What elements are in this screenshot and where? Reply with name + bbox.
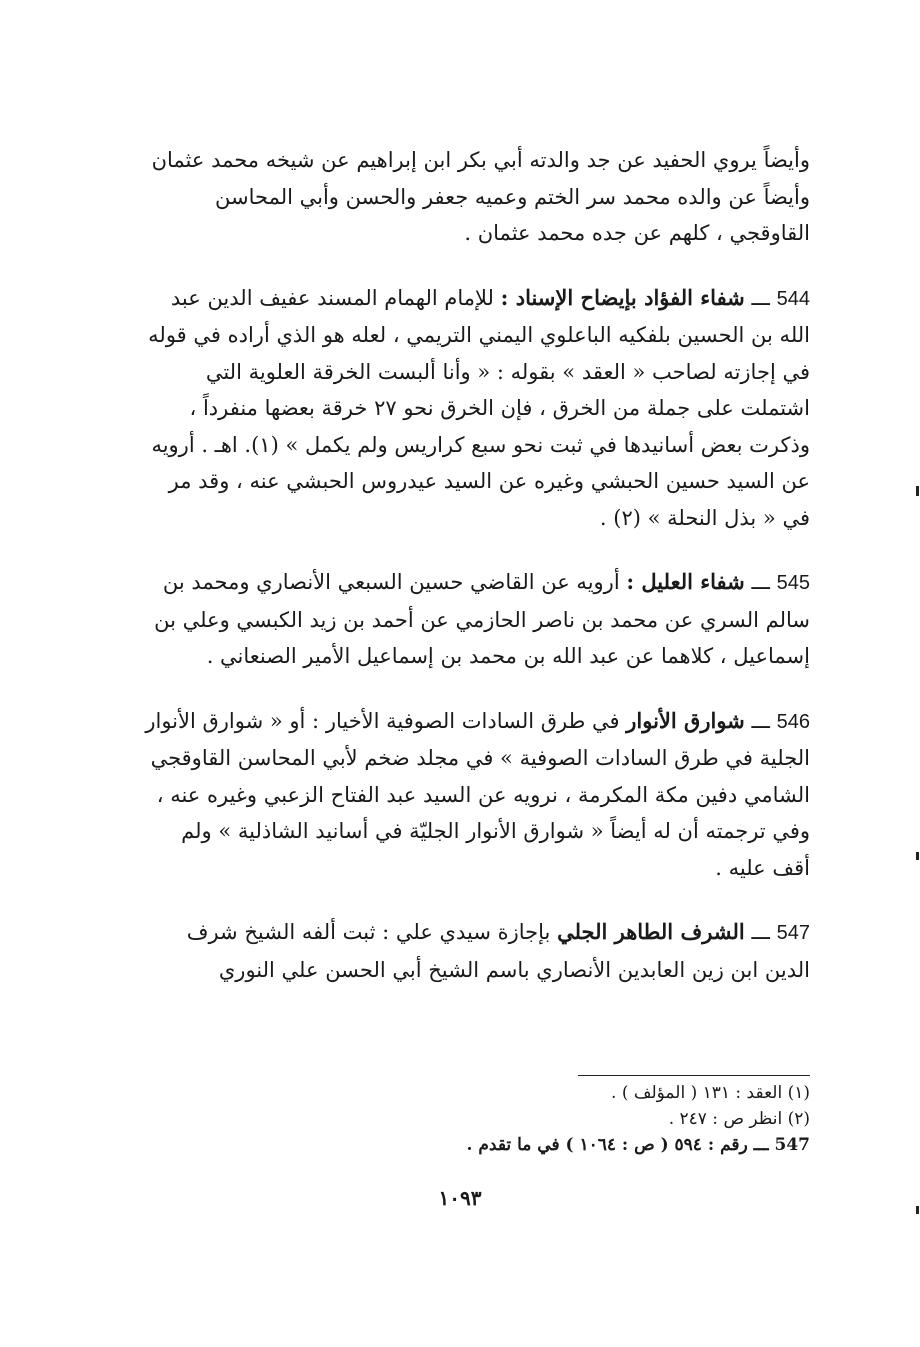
entry-title: شوارق الأنوار <box>626 707 745 733</box>
footnote-2: (٢) انظر ص : ٢٤٧ . <box>668 1109 810 1129</box>
entry-body: بإجازة سيدي علي : ثبت ألفه الشيخ شرف الدين ابن زين العابدين الأنصاري باسم الشيخ أبي الحسن علي النوري <box>186 920 810 982</box>
entry-number: 547 <box>776 922 810 944</box>
entry-title: شفاء الفؤاد بإيضاح الإسناد : <box>500 284 745 310</box>
entry-544 <box>140 280 810 537</box>
entry-dash: ـــ <box>751 285 770 310</box>
footnote-3: 547 ـــ رقم : ٥٩٤ ( ص : ١٠٦٤ ) في ما تقدم . <box>466 1135 810 1155</box>
footnotes <box>140 1080 810 1158</box>
entry-body: للإمام الهمام المسند عفيف الدين عبد الله بن الحسين بلفكيه الباعلوي اليمني التريمي ، لعله هو الذي أراده في قوله في إجازته لصاحب « العقد » بقوله : « وأنا ألبست الخرقة العلوية التي اشتملت على جملة من الخرق ، فإن الخرق نحو ٢٧ خرقة بعضها منفرداً ، وذكرت بعض أسانيدها في ثبت نحو سبع كراريس ولم يكمل » (١). اهـ . أرويه عن السيد حسين الحبشي وغيره عن السيد عيدروس الحبشي عنه ، وقد مر في « بذل النحلة » (٢) . <box>148 285 810 530</box>
entry-body: أرويه عن القاضي حسين السبعي الأنصاري ومحمد بن سالم السري عن محمد بن ناصر الحازمي عن أحمد بن زيد الكبسي وعلي بن إسماعيل ، كلاهما عن عبد الله بن محمد بن إسماعيل الأمير الصنعاني . <box>154 570 810 668</box>
footnote-1: (١) العقد : ١٣١ ( المؤلف ) . <box>611 1083 810 1103</box>
scan-edge-mark <box>916 852 919 860</box>
entry-title: الشرف الطاهر الجلي <box>557 919 745 944</box>
footnote-divider <box>578 1075 810 1076</box>
entry-546 <box>140 703 810 887</box>
entry-number: 546 <box>776 710 810 733</box>
scan-edge-mark <box>916 1206 919 1214</box>
intro-text: وأيضاً يروي الحفيد عن جد والدته أبي بكر ابن إبراهيم عن شيخه محمد عثمان وأيضاً عن والده محمد سر الختم وعميه جعفر والحسن وأبي المحاسن القاوقجي ، كلهم عن جده محمد عثمان . <box>151 148 810 245</box>
entry-number: 544 <box>776 287 810 310</box>
entry-dash: ـــ <box>751 570 770 594</box>
entry-dash: ـــ <box>751 708 770 733</box>
entry-number: 545 <box>776 572 810 594</box>
entry-title: شفاء العليل : <box>626 569 745 594</box>
entry-body: في طرق السادات الصوفية الأخيار : أو « شوارق الأنوار الجلية في طرق السادات الصوفية » في مجلد ضخم لأبي المحاسن القاوقجي الشامي دفين مكة المكرمة ، نرويه عن السيد عبد الفتاح الزعبي وغيره عنه ، وفي ترجمته أن له أيضاً « شوارق الأنوار الجليّة في أسانيد الشاذلية » ولم أقف عليه . <box>145 708 810 880</box>
entry-545 <box>140 564 810 675</box>
entry-dash: ـــ <box>751 920 770 944</box>
intro-paragraph <box>140 142 810 252</box>
scan-edge-mark <box>916 486 919 496</box>
main-text <box>140 142 810 988</box>
entry-547 <box>140 914 810 988</box>
page-number: ١٠٩٣ <box>438 1186 482 1210</box>
